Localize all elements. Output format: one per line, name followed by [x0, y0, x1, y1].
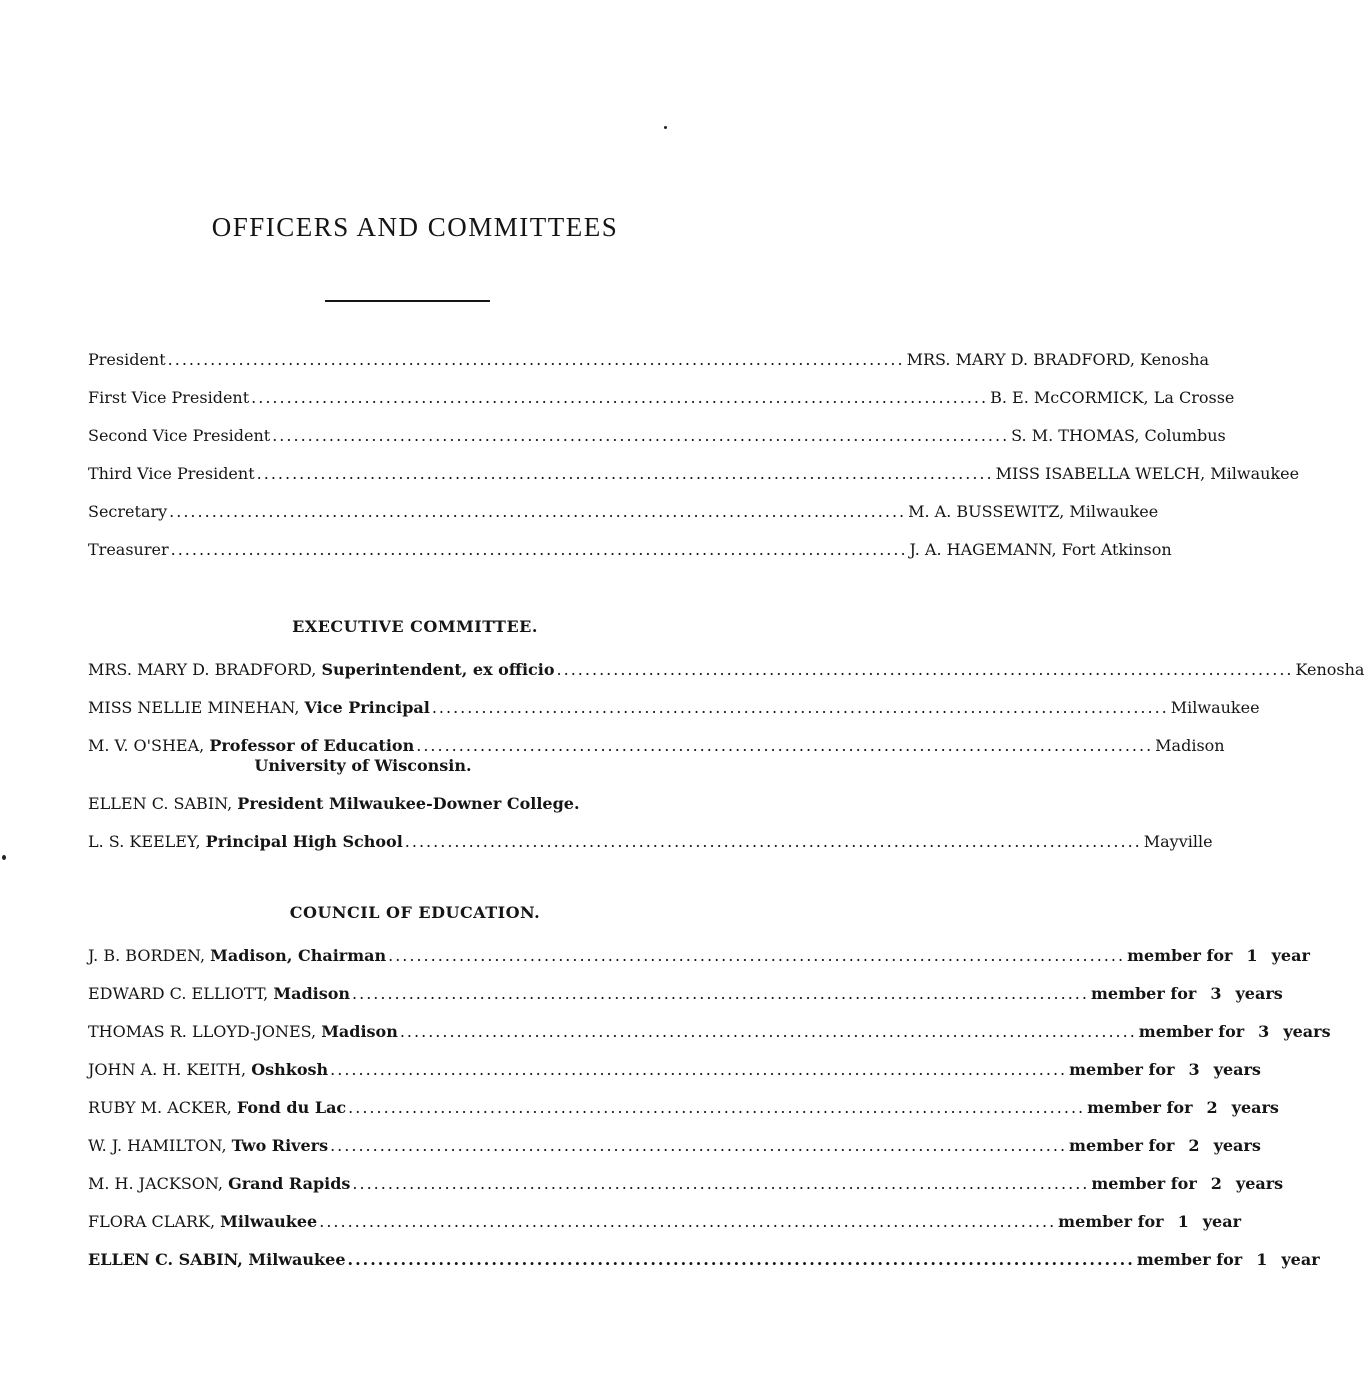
council-list [88, 946, 1331, 1270]
leader-dots: ........................................................................................................ [256, 464, 994, 483]
council-member-row [88, 1212, 1241, 1232]
member-for-label: member for [1058, 1212, 1164, 1231]
officer-place: Fort Atkinson [1061, 540, 1172, 559]
executive-member-row [88, 698, 1260, 718]
officer-place: Milwaukee [1210, 464, 1300, 483]
member-for-label: member for [1127, 946, 1233, 965]
term-unit: year [1202, 1212, 1241, 1231]
leader-dots: ........................................................................................................ [170, 540, 908, 559]
member-name: ELLEN C. SABIN, [88, 794, 233, 813]
scan-speck [2, 855, 6, 860]
member-for-label: member for [1069, 1136, 1175, 1155]
member-name: JOHN A. H. KEITH, [88, 1060, 247, 1079]
term-years: 1 [1177, 1212, 1189, 1231]
executive-member-row [88, 794, 748, 814]
member-role: Superintendent, ex officio [321, 660, 555, 679]
officer-place: Milwaukee [1069, 502, 1159, 521]
member-place: Oshkosh [251, 1060, 329, 1079]
term-unit: years [1235, 1174, 1284, 1193]
officer-name: S. M. THOMAS, [1011, 426, 1140, 445]
member-name: MRS. MARY D. BRADFORD, [88, 660, 317, 679]
member-name: THOMAS R. LLOYD-JONES, [88, 1022, 317, 1041]
council-member-row [88, 1174, 1284, 1194]
member-place: Milwaukee [220, 1212, 318, 1231]
leader-dots: ........................................................................................................ [330, 1060, 1068, 1079]
member-name: MISS NELLIE MINEHAN, [88, 698, 300, 717]
member-name: W. J. HAMILTON, [88, 1136, 227, 1155]
member-name: ELLEN C. SABIN, [88, 1250, 243, 1269]
term-years: 1 [1246, 946, 1258, 965]
member-for-label: member for [1138, 1022, 1245, 1041]
officer-row [88, 464, 1300, 484]
officer-title: Second Vice President [88, 426, 271, 445]
leader-dots: ........................................................................................................ [330, 1136, 1068, 1155]
term-years: 2 [1188, 1136, 1200, 1155]
officer-name: M. A. BUSSEWITZ, [908, 502, 1065, 521]
leader-dots: ........................................................................................................ [416, 736, 1154, 755]
member-place: Madison [273, 984, 351, 1003]
leader-dots: ........................................................................................................ [347, 1250, 1135, 1269]
member-name: FLORA CLARK, [88, 1212, 216, 1231]
member-role: Principal High School [205, 832, 403, 851]
term-years: 3 [1258, 1022, 1270, 1041]
term-years: 3 [1188, 1060, 1200, 1079]
member-for-label: member for [1091, 1174, 1197, 1193]
officer-name: B. E. McCORMICK, [990, 388, 1149, 407]
member-name: RUBY M. ACKER, [88, 1098, 232, 1117]
executive-member-row [88, 660, 1364, 680]
officer-name: MISS ISABELLA WELCH, [995, 464, 1206, 483]
council-member-row [88, 1250, 1320, 1270]
leader-dots: ........................................................................................................ [352, 984, 1089, 1003]
member-for-label: member for [1136, 1250, 1243, 1269]
officer-title: President [88, 350, 166, 369]
member-place: Milwaukee [248, 1250, 346, 1269]
member-name: L. S. KEELEY, [88, 832, 201, 851]
member-place: Milwaukee [1170, 698, 1260, 717]
member-name: EDWARD C. ELLIOTT, [88, 984, 269, 1003]
officer-row [88, 502, 1159, 522]
leader-dots: ........................................................................................................ [352, 1174, 1090, 1193]
council-member-row [88, 1022, 1331, 1042]
leader-dots: ........................................................................................................ [319, 1212, 1057, 1231]
page-title: OFFICERS AND COMMITTEES [211, 212, 619, 242]
officer-row [88, 426, 1226, 446]
term-unit: year [1271, 946, 1310, 965]
officer-row [88, 388, 1235, 408]
executive-member-row [88, 736, 1225, 756]
member-place: Kenosha [1295, 660, 1364, 679]
term-years: 2 [1210, 1174, 1222, 1193]
council-member-row [88, 1098, 1279, 1118]
leader-dots: ........................................................................................................ [169, 502, 907, 521]
officer-name: J. A. HAGEMANN, [909, 540, 1057, 559]
executive-committee-heading: EXECUTIVE COMMITTEE. [292, 617, 538, 636]
officer-title: Secretary [88, 502, 168, 521]
member-place: Grand Rapids [228, 1174, 351, 1193]
officers-list [88, 350, 1300, 560]
officer-name: MRS. MARY D. BRADFORD, [906, 350, 1135, 369]
member-place: Mayville [1143, 832, 1213, 851]
leader-dots: ........................................................................................................ [404, 832, 1142, 851]
term-unit: years [1213, 1136, 1261, 1155]
member-place: Madison, Chairman [210, 946, 387, 965]
council-member-row [88, 946, 1310, 966]
member-role: Professor of Education [209, 736, 415, 755]
term-years: 3 [1210, 984, 1222, 1003]
member-role: President Milwaukee-Downer College. [237, 794, 580, 813]
executive-committee-list [88, 660, 1364, 852]
member-for-label: member for [1087, 1098, 1193, 1117]
member-for-label: member for [1069, 1060, 1175, 1079]
term-unit: year [1281, 1250, 1320, 1269]
term-unit: years [1231, 1098, 1279, 1117]
term-unit: years [1213, 1060, 1261, 1079]
member-affiliation: University of Wisconsin. [254, 756, 472, 775]
leader-dots: ........................................................................................................ [399, 1022, 1137, 1041]
leader-dots: ........................................................................................................ [388, 946, 1126, 965]
officer-title: Treasurer [88, 540, 169, 559]
officer-place: Kenosha [1140, 350, 1210, 369]
member-role: Vice Principal [304, 698, 430, 717]
term-years: 1 [1256, 1250, 1268, 1269]
leader-dots: ........................................................................................................ [167, 350, 905, 369]
officer-title: Third Vice President [88, 464, 255, 483]
council-member-row [88, 984, 1283, 1004]
term-years: 2 [1206, 1098, 1218, 1117]
member-name: M. V. O'SHEA, [88, 736, 205, 755]
officer-place: La Crosse [1153, 388, 1235, 407]
leader-dots: ........................................................................................................ [251, 388, 989, 407]
member-place: Madison [321, 1022, 398, 1041]
member-place: Fond du Lac [236, 1098, 347, 1117]
council-of-education-heading: COUNCIL OF EDUCATION. [289, 903, 541, 922]
council-member-row [88, 1060, 1261, 1080]
leader-dots: ........................................................................................................ [556, 660, 1294, 679]
term-unit: years [1235, 984, 1283, 1003]
officer-row [88, 540, 1172, 560]
leader-dots: ........................................................................................................ [431, 698, 1169, 717]
leader-dots: ........................................................................................................ [348, 1098, 1086, 1117]
executive-member-row [88, 832, 1213, 852]
member-place: Madison [1155, 736, 1225, 755]
council-member-row [88, 1136, 1261, 1156]
title-divider [325, 300, 490, 302]
scan-speck [664, 126, 667, 129]
member-name: J. B. BORDEN, [88, 946, 206, 965]
member-name: M. H. JACKSON, [88, 1174, 223, 1193]
term-unit: years [1283, 1022, 1331, 1041]
officer-row [88, 350, 1210, 370]
leader-dots: ........................................................................................................ [272, 426, 1010, 445]
officer-title: First Vice President [88, 388, 250, 407]
member-place: Two Rivers [231, 1136, 329, 1155]
officer-place: Columbus [1144, 426, 1226, 445]
member-for-label: member for [1090, 984, 1197, 1003]
